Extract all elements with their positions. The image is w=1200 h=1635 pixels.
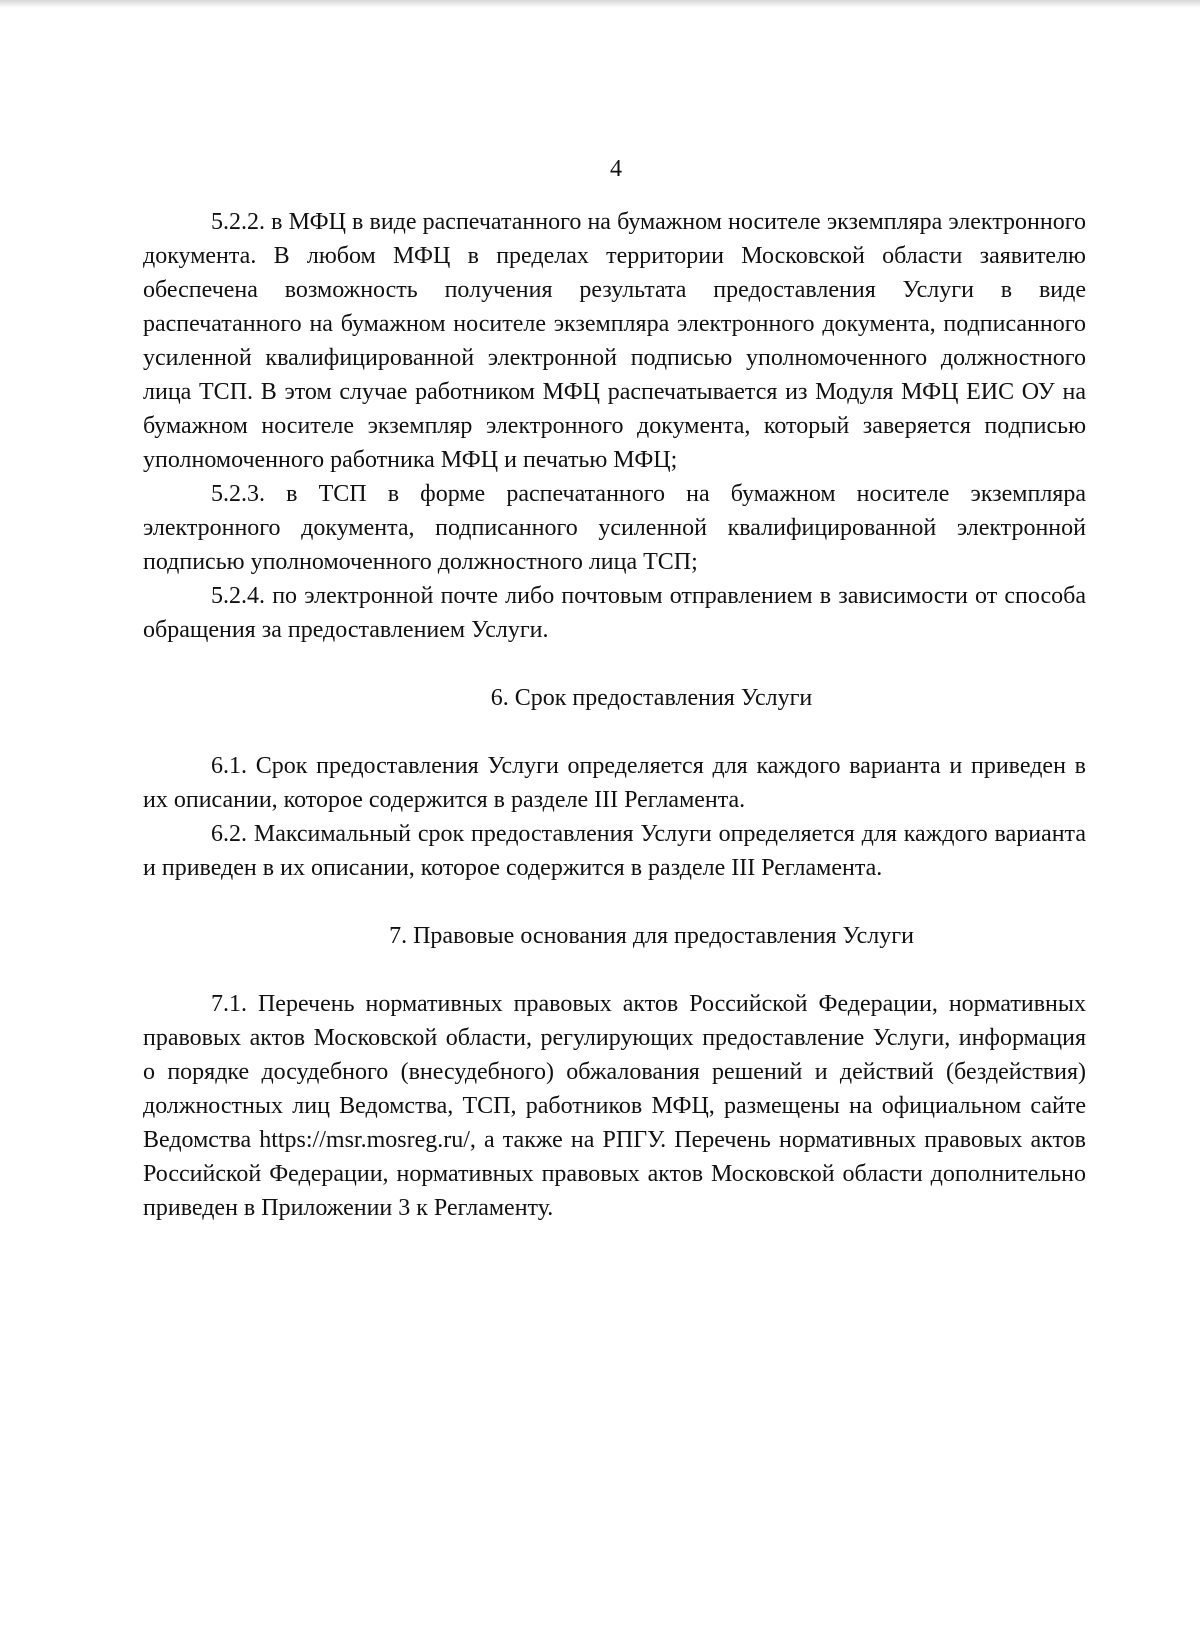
paragraph-6-1: 6.1. Срок предоставления Услуги определяется для каждого варианта и приведен в их описании, которое содержится в разделе III Регламента. — [143, 753, 1086, 813]
page-number: 4 — [610, 156, 622, 182]
paragraph-6-2: 6.2. Максимальный срок предоставления Услуги определяется для каждого варианта и приведен в их описании, которое содержится в разделе III Регламента. — [143, 821, 1086, 881]
paragraph-5-2-2: 5.2.2. в МФЦ в виде распечатанного на бумажном носителе экземпляра электронного документа. В любом МФЦ в пределах территории Московской области заявителю обеспечена возможность получения результата предоставления Услуги в виде распечатанного на бумажном носителе экземпляра электронного документа, подписанного усиленной квалифицированной электронной подписью уполномоченного должностного лица ТСП. В этом случае работником МФЦ распечатывается из Модуля МФЦ ЕИС ОУ на бумажном носителе экземпляр электронного документа, который заверяется подписью уполномоченного работника МФЦ и печатью МФЦ; — [143, 209, 1086, 473]
paragraph-5-2-4: 5.2.4. по электронной почте либо почтовым отправлением в зависимости от способа обращения за предоставлением Услуги. — [143, 583, 1086, 643]
section-heading-7: 7. Правовые основания для предоставления Услуги — [389, 923, 914, 949]
document-body — [143, 205, 1086, 1225]
scan-edge-shadow — [0, 0, 1200, 8]
section-heading-6: 6. Срок предоставления Услуги — [490, 685, 813, 711]
paragraph-7-1: 7.1. Перечень нормативных правовых актов Российской Федерации, нормативных правовых актов Московской области, регулирующих предоставление Услуги, информация о порядке досудебного (внесудебного) обжалования решений и действий (бездействия) должностных лиц Ведомства, ТСП, работников МФЦ, размещены на официальном сайте Ведомства https://msr.mosreg.ru/, а также на РПГУ. Перечень нормативных правовых актов Российской Федерации, нормативных правовых актов Московской области дополнительно приведен в Приложении 3 к Регламенту. — [143, 991, 1086, 1221]
paragraph-5-2-3: 5.2.3. в ТСП в форме распечатанного на бумажном носителе экземпляра электронного документа, подписанного усиленной квалифицированной электронной подписью уполномоченного должностного лица ТСП; — [143, 481, 1086, 575]
